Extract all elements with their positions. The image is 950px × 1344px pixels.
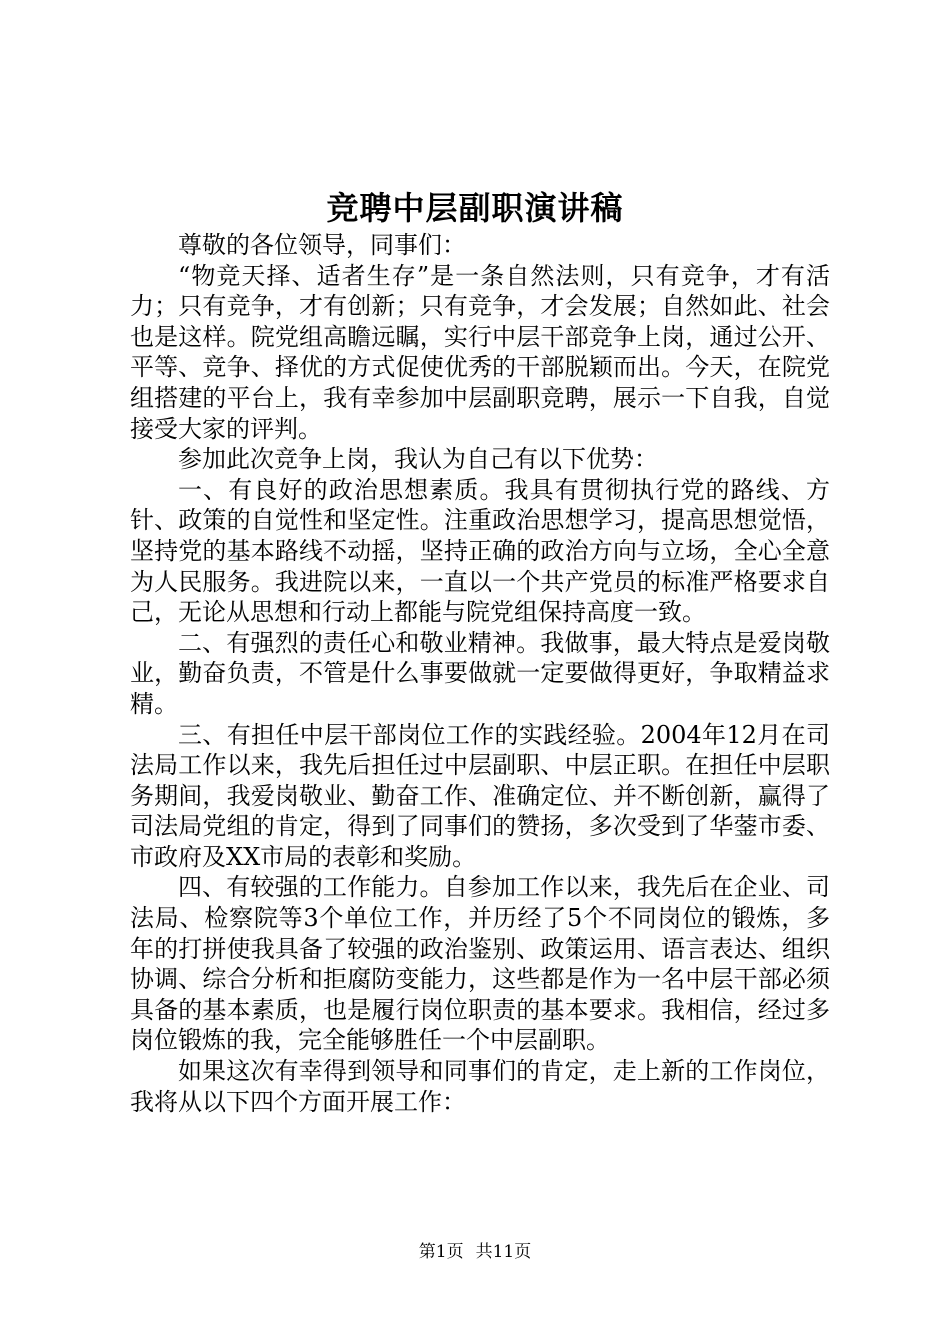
- salutation-paragraph: 尊敬的各位领导，同事们：: [178, 231, 466, 259]
- page-total: 共11页: [475, 1242, 532, 1262]
- advantage-three-paragraph: 三、有担任中层干部岗位工作的实践经验。2004年12月在司法局工作以来，我先后担任过中层副职、中层正职。在担任中层职务期间，我爱岗敬业、勤奋工作、准确定位、并不断创新，赢得了司法局党组的肯定，得到了同事们的赞扬，多次受到了华蓥市委、市政府及XX市局的表彰和奖励。: [130, 720, 830, 871]
- advantages-lead-paragraph: 参加此次竞争上岗，我认为自己有以下优势：: [178, 445, 658, 474]
- document-title: 竞聘中层副职演讲稿: [326, 189, 624, 227]
- advantage-one-paragraph: 一、有良好的政治思想素质。我具有贯彻执行党的路线、方针、政策的自觉性和坚定性。注重政治思想学习，提高思想觉悟，坚持党的基本路线不动摇，坚持正确的政治方向与立场，全心全意为人民服务。我进院以来，一直以一个共产党员的标准严格要求自己，无论从思想和行动上都能与院党组保持高度一致。: [130, 475, 830, 627]
- plans-lead-paragraph: 如果这次有幸得到领导和同事们的肯定，走上新的工作岗位，我将从以下四个方面开展工作：: [130, 1057, 830, 1116]
- page-footer: [0, 1240, 950, 1264]
- document-body: [130, 230, 830, 1117]
- advantage-two-paragraph: 二、有强烈的责任心和敬业精神。我做事，最大特点是爱岗敬业，勤奋负责，不管是什么事要做就一定要做得更好，争取精益求精。: [130, 628, 830, 718]
- intro-paragraph: “物竞天择、适者生存”是一条自然法则，只有竞争，才有活力；只有竞争，才有创新；只有竞争，才会发展；自然如此、社会也是这样。院党组高瞻远瞩，实行中层干部竞争上岗，通过公开、平等、竞争、择优的方式促使优秀的干部脱颖而出。今天，在院党组搭建的平台上，我有幸参加中层副职竞聘，展示一下自我，自觉接受大家的评判。: [130, 261, 830, 443]
- page-number: 第1页: [418, 1242, 464, 1262]
- advantage-four-paragraph: 四、有较强的工作能力。自参加工作以来，我先后在企业、司法局、检察院等3个单位工作，并历经了5个不同岗位的锻炼，多年的打拼使我具备了较强的政治鉴别、政策运用、语言表达、组织协调、综合分析和拒腐防变能力，这些都是作为一名中层干部必须具备的基本素质，也是履行岗位职责的基本要求。我相信，经过多岗位锻炼的我，完全能够胜任一个中层副职。: [130, 873, 830, 1055]
